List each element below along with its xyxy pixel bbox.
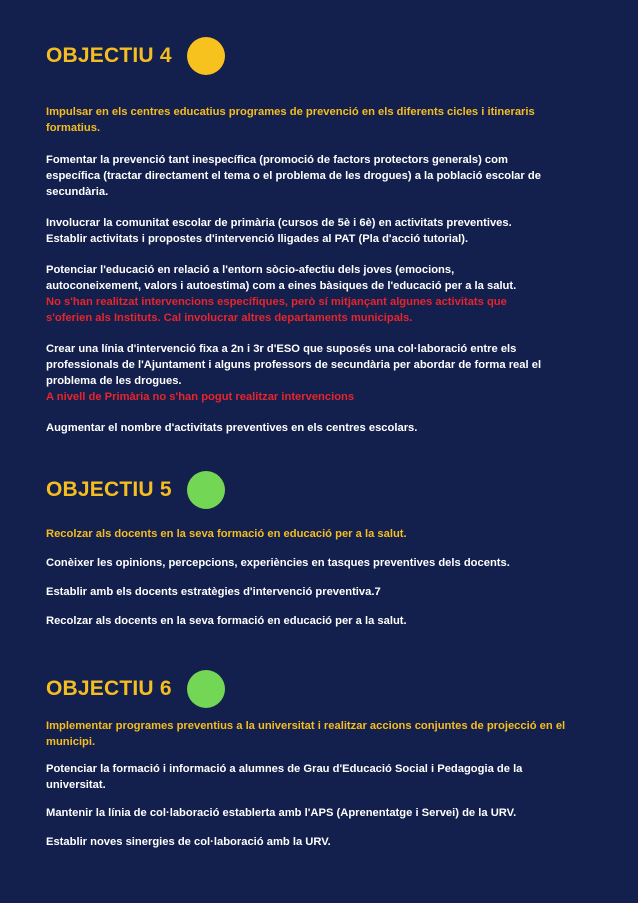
objectiu-6-section <box>46 667 586 711</box>
objectiu-4-title: OBJECTIU 4 <box>46 44 172 67</box>
objectiu-4-header <box>46 34 586 78</box>
objectiu-6-lead: Implementar programes preventius a la universitat i realitzar accions conjuntes de projecció en el municipi. <box>46 720 566 748</box>
objectiu-4-paragraph-1: Fomentar la prevenció tant inespecífica (promoció de factors protectors generals) com específica (tractar directament el tema o el problema de les drogues) a la població escolar de secundària. <box>46 154 541 198</box>
objectiu-5-paragraph-3: Recolzar als docents en la seva formació en educació per a la salut. <box>46 615 407 627</box>
objectiu-5-lead: Recolzar als docents en la seva formació en educació per a la salut. <box>46 528 407 540</box>
objectiu-4-paragraph-4: Crear una línia d'intervenció fixa a 2n i 3r d'ESO que suposés una col·laboració entre els professionals de l'Ajuntament i alguns professors de secundària per abordar de forma real el problema de les drogues. <box>46 343 542 387</box>
green-circle-icon <box>187 670 225 708</box>
objectiu-5-paragraph-2: Establir amb els docents estratègies d'intervenció preventiva.7 <box>46 586 381 598</box>
objectiu-5-title: OBJECTIU 5 <box>46 478 172 501</box>
objectiu-5-header <box>46 468 586 512</box>
objectiu-4-section <box>46 34 586 78</box>
objectiu-4-paragraph-2: Involucrar la comunitat escolar de primària (cursos de 5è i 6è) en activitats preventives. Establir activitats i propostes d'intervenció lligades al PAT (Pla d'acció tutorial). <box>46 217 512 245</box>
objectiu-6-title: OBJECTIU 6 <box>46 677 172 700</box>
yellow-circle-icon <box>187 37 225 75</box>
objectiu-4-paragraph-5: Augmentar el nombre d'activitats preventives en els centres escolars. <box>46 422 418 434</box>
objectiu-6-header <box>46 667 586 711</box>
objectiu-4-paragraph-3: Potenciar l'educació en relació a l'entorn sòcio-afectiu dels joves (emocions, autoconeixement, valors i autoestima) com a eines bàsiques de l'educació per a la salut. <box>46 264 517 292</box>
objectiu-4-note-1: No s'han realitzat intervencions específiques, però sí mitjançant algunes activitats que s'oferien als Instituts. Cal involucrar altres departaments municipals. <box>46 296 507 324</box>
objectiu-6-paragraph-1: Potenciar la formació i informació a alumnes de Grau d'Educació Social i Pedagogia de la universitat. <box>46 763 523 791</box>
objectiu-5-paragraph-1: Conèixer les opinions, percepcions, experiències en tasques preventives dels docents. <box>46 557 510 569</box>
objectiu-4-lead: Impulsar en els centres educatius programes de prevenció en els diferents cicles i itineraris formatius. <box>46 106 535 134</box>
objectiu-4-note-2: A nivell de Primària no s'han pogut realitzar intervencions <box>46 391 355 403</box>
objectiu-5-section <box>46 468 586 512</box>
objectiu-4-body <box>46 104 586 136</box>
objectiu-6-paragraph-2: Mantenir la línia de col·laboració establerta amb l'APS (Aprenentatge i Servei) de la URV. <box>46 807 517 819</box>
green-circle-icon <box>187 471 225 509</box>
objectiu-6-paragraph-3: Establir noves sinergies de col·laboració amb la URV. <box>46 836 331 848</box>
